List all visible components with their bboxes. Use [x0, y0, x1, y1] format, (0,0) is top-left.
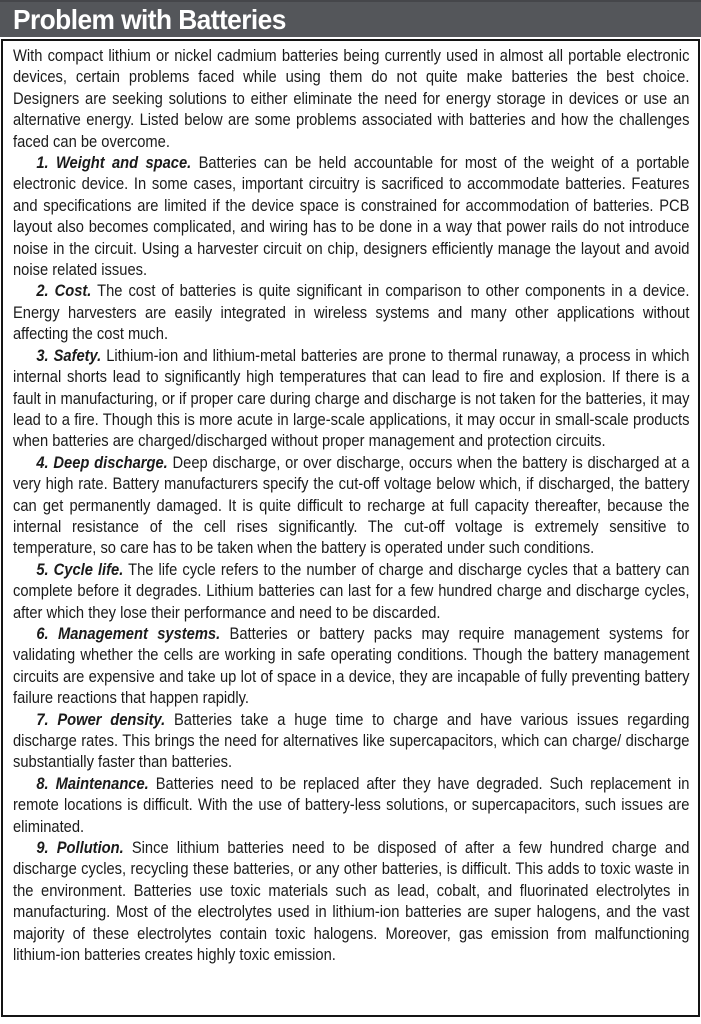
item-paragraph-2 — [13, 280, 689, 344]
item-4-text: Deep discharge, or over discharge, occurs when the battery is discharged at a very high rate. Battery manufacturers specify the cut-off voltage below which, if discharged, the battery can get permanently damaged. It is quite difficult to recharge at full capacity thereafter, because the internal resistance of the cell rises significantly. The cut-off voltage is extremely sensitive to temperature, so care has to be taken when the battery is operated under such conditions. — [13, 452, 690, 558]
panel-body — [1, 39, 700, 1017]
item-paragraph-6 — [13, 623, 689, 709]
item-paragraph-8 — [13, 773, 689, 837]
item-paragraph-5 — [13, 559, 689, 623]
item-paragraph-3 — [13, 345, 689, 452]
panel-header — [0, 0, 701, 37]
item-2-label: 2. Cost. — [36, 281, 92, 301]
item-5-label: 5. Cycle life. — [36, 559, 124, 579]
item-8-label: 8. Maintenance. — [36, 773, 149, 793]
item-4-label: 4. Deep discharge. — [36, 452, 168, 472]
item-5-text: The life cycle refers to the number of charge and discharge cycles that a battery can complete before it degrades. Lithium batteries can last for a few hundred charge and discharge cycles, after which they lose their performance and need to be discarded. — [13, 559, 690, 622]
item-3-label: 3. Safety. — [36, 345, 102, 365]
item-8-text: Batteries need to be replaced after they have degraded. Such replacement in remote locations is difficult. With the use of battery-less solutions, or supercapacitors, such issues are eliminated. — [13, 773, 690, 836]
item-3-text: Lithium-ion and lithium-metal batteries are prone to thermal runaway, a process in which internal shorts lead to significantly high temperatures that can lead to fire and explosion. If there is a fault in manufacturing, or if proper care during charge and discharge is not taken for the batteries, it may lead to a fire. Though this is more acute in large-scale applications, it may occur in small-scale products when batteries are charged/discharged without proper management and protection circuits. — [13, 345, 690, 451]
item-1-text: Batteries can be held accountable for most of the weight of a portable electronic device. In some cases, important circuitry is sacrificed to accommodate batteries. Features and specifications are limited if the device space is constrained for accommodation of batteries. PCB layout also becomes complicated, and wiring has to be done in a way that power rails do not introduce noise in the circuit. Using a harvester circuit on chip, designers efficiently manage the layout and avoid noise related issues. — [13, 153, 690, 280]
item-paragraph-9 — [13, 837, 689, 965]
item-9-label: 9. Pollution. — [36, 838, 124, 858]
panel-title: Problem with Batteries — [13, 3, 286, 35]
item-6-text: Batteries or battery packs may require management systems for validating whether the cells are working in safe operating conditions. Though the battery management circuits are expensive and take up lot of space in a device, they are incapable of fully preventing battery failure reactions that happen rapidly. — [13, 623, 690, 708]
item-6-label: 6. Management systems. — [36, 623, 221, 643]
intro-paragraph: With compact lithium or nickel cadmium batteries being currently used in almost all portable electronic devices, certain problems faced while using them do not quite make batteries the best choice. Designers are seeking solutions to either eliminate the need for energy storage in devices or use an alternative energy. Listed below are some problems associated with batteries and how the challenges faced can be overcome. — [13, 46, 690, 151]
item-7-label: 7. Power density. — [36, 709, 166, 729]
item-paragraph-4 — [13, 452, 689, 559]
item-1-label: 1. Weight and space. — [36, 153, 192, 173]
item-9-text: Since lithium batteries need to be disposed of after a few hundred charge and discharge cycles, recycling these batteries, or any other batteries, is difficult. This adds to toxic waste in the environment. Batteries use toxic materials such as lead, cobalt, and fluorinated electrolytes in manufacturing. Most of the electrolytes used in lithium-ion batteries are super halogens, and the vast majority of these electrolytes contain toxic halogens. Moreover, gas emission from malfunctioning lithium-ion batteries creates highly toxic emission. — [13, 838, 690, 965]
item-paragraph-1 — [13, 152, 689, 280]
item-7-text: Batteries take a huge time to charge and have various issues regarding discharge rates. This brings the need for alternatives like supercapacitors, which can charge/ discharge substantially faster than batteries. — [13, 709, 690, 772]
body-text — [13, 45, 689, 965]
item-2-text: The cost of batteries is quite significant in comparison to other components in a device. Energy harvesters are easily integrated in wireless systems and many other applications without affecting the cost much. — [13, 281, 690, 344]
item-paragraph-7 — [13, 709, 689, 773]
